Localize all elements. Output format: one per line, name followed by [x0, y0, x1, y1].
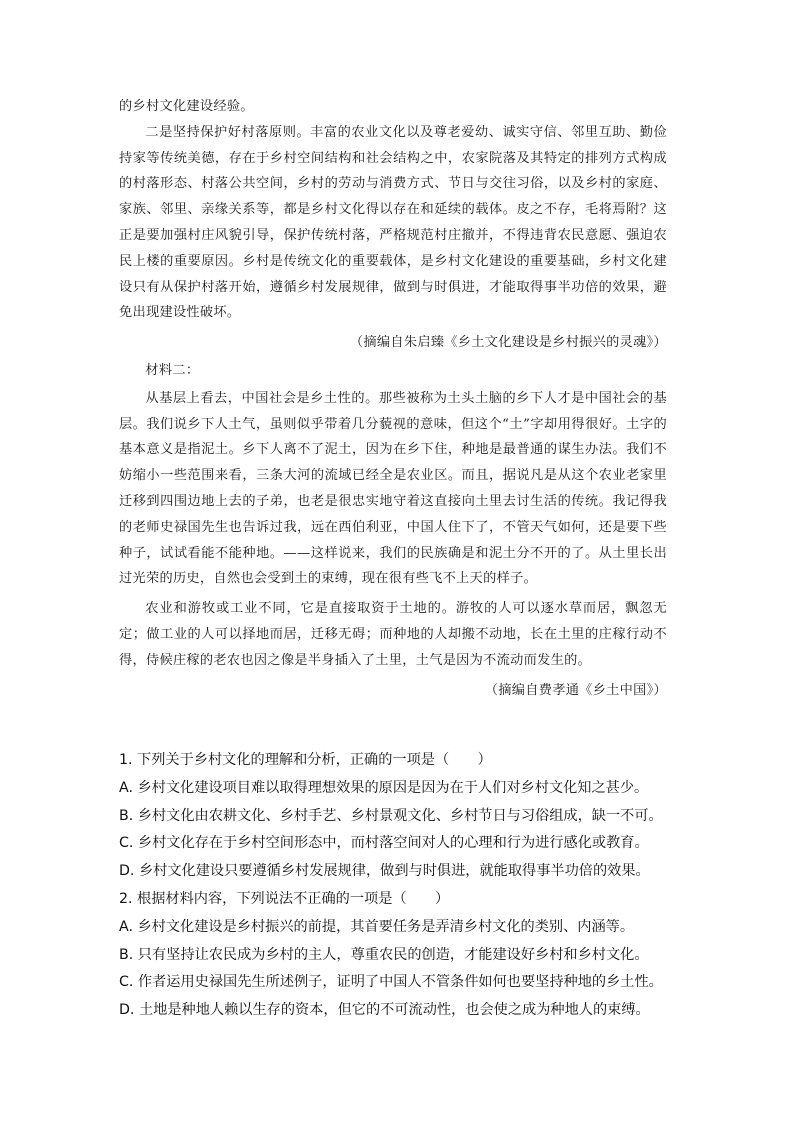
question-1-option-a: A. 乡村文化建设项目难以取得理想效果的原因是因为在于人们对乡村文化知之甚少。: [119, 779, 649, 796]
question-1-option-c: C. 乡村文化存在于乡村空间形态中，而村落空间对人的心理和行为进行感化或教育。: [119, 835, 649, 852]
question-section: [119, 747, 679, 1025]
material-two-label: 材料二：: [145, 362, 200, 378]
question-1-option-d: D. 乡村文化建设只要遵循乡村发展规律，做到与时俱进，就能取得事半功倍的效果。: [119, 863, 650, 880]
question-2-option-d: D. 土地是种地人赖以生存的资本，但它的不可流动性，也会使之成为种地人的束缚。: [119, 1002, 650, 1019]
reading-passage: [119, 94, 667, 705]
question-2-option-b: B. 只有坚持让农民成为乡村的主人，尊重农民的创造，才能建设好乡村和乡村文化。: [119, 946, 649, 963]
question-2-option-a: A. 乡村文化建设是乡村振兴的前提，其首要任务是弄清乡村文化的类别、内涵等。: [119, 918, 635, 935]
question-2-option-c: C. 作者运用史禄国先生所述例子，证明了中国人不管条件如何也要坚持种地的乡土性。: [119, 974, 663, 991]
question-1: [119, 747, 679, 886]
question-2-stem: 2. 根据材料内容，下列说法不正确的一项是（ ）: [119, 890, 450, 907]
principle-two-paragraph: 二是坚持保护好村落原则。丰富的农业文化以及尊老爱幼、诚实守信、邻里互助、勤俭持家等传统美德，存在于乡村空间结构和社会结构之中，农家院落及其特定的排列方式构成的村落形态、村落公共空间，乡村的劳动与消费方式、节日与交往习俗，以及乡村的家庭、家族、邻里、亲缘关系等，都是乡村文化得以存在和延续的载体。皮之不存，毛将焉附？这正是要加强村庄风貌引导，保护传统村落，严格规范村庄撤并，不得违背农民意愿、强迫农民上楼的重要原因。乡村是传统文化的重要载体，是乡村文化建设的重要基础，乡村文化建设只有从保护村落开始，遵循乡村发展规律，做到与时俱进，才能取得事半功倍的效果，避免出现建设性破坏。: [119, 124, 667, 321]
question-1-option-b: B. 乡村文化由农耕文化、乡村手艺、乡村景观文化、乡村节日与习俗组成，缺一不可。: [119, 807, 663, 824]
question-1-stem: 1. 下列关于乡村文化的理解和分析，正确的一项是（ ）: [119, 752, 492, 768]
material-two-paragraph-one: 从基层上看去，中国社会是乡土性的。那些被称为土头土脑的乡下人才是中国社会的基层。我们说乡下人土气，虽则似乎带着几分藐视的意味，但这个“土”字却用得很好。土字的基本意义是指泥土。乡下人离不了泥土，因为在乡下住，种地是最普通的谋生办法。我们不妨缩小一些范围来看，三条大河的流域已经全是农业区。而且，据说凡是从这个农业老家里迁移到四围边地上去的子弟，也老是很忠实地守着这直接向土里去讨生活的传统。我记得我的老师史禄国先生也告诉过我，远在西伯利亚，中国人住下了，不管天气如何，还是要下些种子，试试看能不能种地。——这样说来，我们的民族确是和泥土分不开的了。从土里长出过光荣的历史，自然也会受到土的束缚，现在很有些飞不上天的样子。: [119, 390, 667, 587]
source-citation-one: （摘编自朱启臻《乡土文化建设是乡村振兴的灵魂》）: [349, 335, 667, 351]
source-citation-two: （摘编自费孝通《乡土中国》）: [484, 682, 667, 698]
question-2: [119, 886, 679, 1025]
material-two-paragraph-two: 农业和游牧或工业不同，它是直接取资于土地的。游牧的人可以逐水草而居，飘忽无定；做工业的人可以择地而居，迁移无碍；而种地的人却搬不动地，长在土里的庄稼行动不得，侍候庄稼的老农也因之像是半身插入了土里，土气是因为不流动而发生的。: [119, 601, 667, 668]
intro-tail-text: 的乡村文化建设经验。: [119, 99, 254, 114]
